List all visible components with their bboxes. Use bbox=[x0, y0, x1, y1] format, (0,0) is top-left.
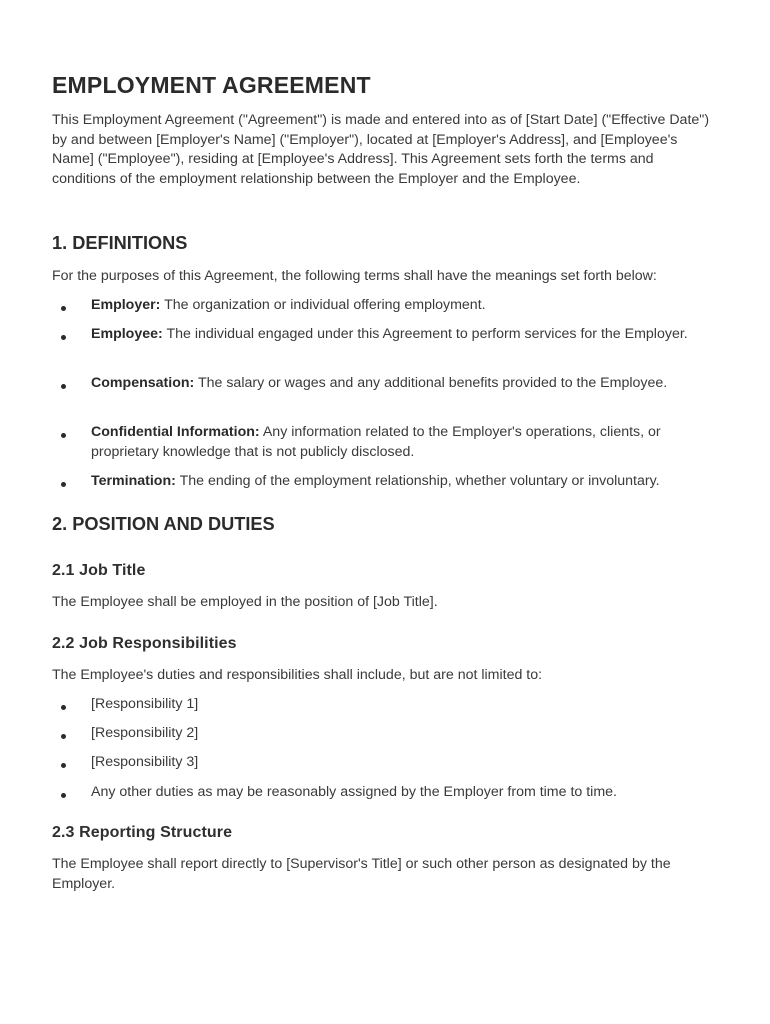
intro-paragraph: This Employment Agreement ("Agreement") is made and entered into as of [Start Date] ("Effective Date") by and between [Employer's Name] ("Employer"), located at [Employer's Address], and [Employee's Name] ("Employee"), residing at [Employee's Address]. This Agreement sets forth the terms and conditions of the employment relationship between the Employer and the Employee. bbox=[52, 112, 710, 188]
bullet-icon bbox=[61, 306, 66, 311]
document-title: EMPLOYMENT AGREEMENT bbox=[52, 72, 371, 98]
responsibility-item: [Responsibility 1] bbox=[91, 696, 199, 712]
definition-term: Employee: bbox=[91, 326, 163, 342]
definition-item bbox=[91, 423, 721, 462]
definition-item bbox=[91, 325, 721, 345]
bullet-icon bbox=[61, 763, 66, 768]
subsection-heading-responsibilities: 2.2 Job Responsibilities bbox=[52, 635, 237, 652]
definition-item bbox=[91, 374, 721, 394]
definition-term: Employer: bbox=[91, 297, 161, 313]
definition-item bbox=[91, 296, 721, 316]
definition-item bbox=[91, 472, 721, 492]
definitions-lead: For the purposes of this Agreement, the following terms shall have the meanings set forth below: bbox=[52, 268, 657, 284]
definition-text: The individual engaged under this Agreement to perform services for the Employer. bbox=[166, 326, 688, 342]
reporting-text: The Employee shall report directly to [Supervisor's Title] or such other person as designated by the Employer. bbox=[52, 856, 671, 892]
bullet-icon bbox=[61, 705, 66, 710]
responsibility-item: [Responsibility 2] bbox=[91, 725, 199, 741]
definition-term: Termination: bbox=[91, 473, 176, 489]
responsibility-item: [Responsibility 3] bbox=[91, 754, 199, 770]
subsection-heading-job-title: 2.1 Job Title bbox=[52, 562, 146, 579]
bullet-icon bbox=[61, 482, 66, 487]
definition-text: The ending of the employment relationship, whether voluntary or involuntary. bbox=[179, 473, 660, 489]
section-heading-definitions: 1. DEFINITIONS bbox=[52, 233, 188, 253]
section-heading-position: 2. POSITION AND DUTIES bbox=[52, 514, 275, 534]
subsection-heading-reporting: 2.3 Reporting Structure bbox=[52, 824, 233, 841]
definition-text: Any information related to the Employer's operations, clients, or proprietary knowledge that is not publicly disclosed. bbox=[91, 424, 661, 460]
bullet-icon bbox=[61, 335, 66, 340]
bullet-icon bbox=[61, 384, 66, 389]
definition-term: Confidential Information: bbox=[91, 424, 260, 440]
bullet-icon bbox=[61, 734, 66, 739]
bullet-icon bbox=[61, 433, 66, 438]
definition-text: The salary or wages and any additional benefits provided to the Employee. bbox=[197, 375, 668, 391]
responsibilities-lead: The Employee's duties and responsibilities shall include, but are not limited to: bbox=[52, 667, 543, 683]
responsibility-item: Any other duties as may be reasonably assigned by the Employer from time to time. bbox=[91, 784, 617, 800]
job-title-text: The Employee shall be employed in the position of [Job Title]. bbox=[52, 594, 438, 610]
definition-term: Compensation: bbox=[91, 375, 195, 391]
definition-text: The organization or individual offering employment. bbox=[164, 297, 486, 313]
bullet-icon bbox=[61, 793, 66, 798]
